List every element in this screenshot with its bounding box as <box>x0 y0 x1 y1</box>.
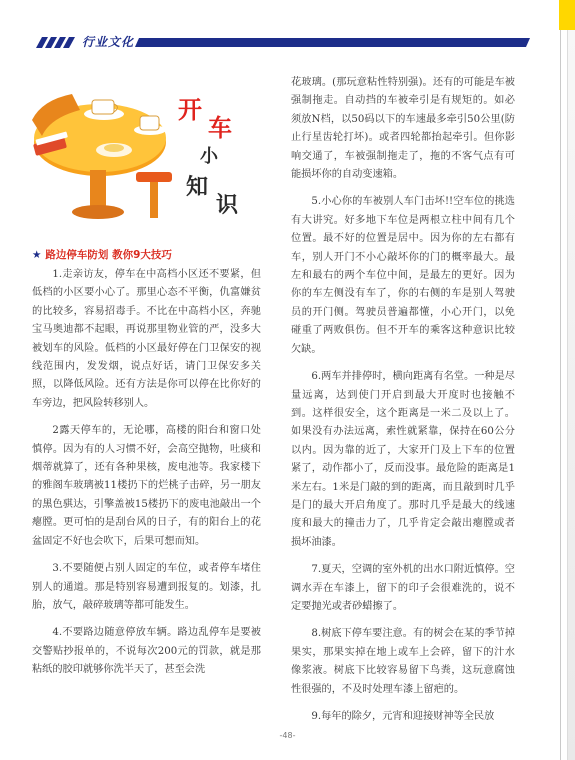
paragraph: 3.不要随便占别人固定的车位，或者停车堵住别人的通道。那是特别容易遭到报复的。划漆，扎胎，放气，敲碎玻璃等都可能发生。 <box>32 563 261 611</box>
title-char: 小 <box>200 146 218 167</box>
paragraph: 8.树底下停车要注意。有的树会在某的季节掉果实，那果实掉在地上或车上会碎，留下的汁水像浆液。树底下比较容易留下鸟粪，这玩意腐蚀性很强的，不及时处理车漆上留疤的。 <box>291 628 515 695</box>
paragraph: 7.夏天，空调的室外机的出水口附近慎停。空调水弄在车漆上，留下的印子会很难洗的，说不定要抛光或者砂蜡擦了。 <box>291 564 515 612</box>
title-char: 开 <box>178 96 202 124</box>
section-title: 行业文化 <box>82 35 135 49</box>
title-char: 知 <box>186 175 209 200</box>
right-column <box>291 74 515 735</box>
paragraph: 花玻璃。(那玩意粘性特别强)。还有的可能是车被强制拖走。自动挡的车被牵引是有规矩的。如必须放N档，以50码以下的车速最多牵引50公里(防止行星齿轮打坏)。或者四轮都抬起牵引。但你影响交通了，车被强制拖走了，拖的不客气点有可能损坏你的自动变速箱。 <box>291 77 515 181</box>
page-edge-strip <box>567 30 575 760</box>
title-char: 识 <box>216 193 239 218</box>
left-column <box>32 266 261 689</box>
title-char: 车 <box>208 114 232 142</box>
paragraph: 2露天停车的，无论哪，高楼的阳台和窗口处慎停。因为有的人习惯不好，会高空抛物，吐痰和烟蒂就算了，还有各种果核，废电池等。我家楼下的雅阁车玻璃被11楼扔下的烂桃子击碎，另一朋友的黑色骐达，引擎盖被15楼扔下的废电池敲出一个瘪膛。更可怕的是刮台风的日子，有的阳台上的花盆固定不好也会吹下，后果可想而知。 <box>32 425 261 547</box>
page-edge-line <box>560 0 561 760</box>
header-stripes-icon <box>32 37 78 48</box>
subtitle-text: 路边停车防划 教你9大技巧 <box>45 249 172 261</box>
star-icon: ★ <box>32 249 42 261</box>
paragraph: 1.走亲访友，停车在中高档小区还不要紧，但低档的小区要小心了。那里心态不平衡，仇富嫌贫的比较多，容易招毒手。不比在中高档小区，奔驰宝马奥迪都不起眼，再说那里物业管的严，没多大被划车的风险。低档的小区最好停在门卫保安的视线范围内，发发烟，说点好话，请门卫保安多关照，以降低风险。还有方法是你可以停在比你好的车旁边，把风险转移别人。 <box>32 269 261 409</box>
paragraph: 9.每年的除夕，元宵和迎接财神等全民放 <box>311 711 495 722</box>
feature-title <box>178 90 283 225</box>
paragraph: 5.小心你的车被别人车门击坏!!空车位的挑选有大讲究。好多地下车位是两根立柱中间有几个位置。最不好的位置是居中。因为你的左右都有车，别人开门不小心敲坏你的门的概率最大。最左和最右的两个车位中间，是最左的更好。因为你的车左侧没有车了，你的右侧的车是别人驾驶员的开门侧。驾驶员普遍都懂，小心开门，以免碰重了两败俱伤。但不开车的乘客这种意识比较欠缺。 <box>291 196 515 355</box>
header-bar <box>135 38 530 47</box>
article-subtitle <box>32 247 172 262</box>
paragraph: 6.两车并排停时，横向距离有名堂。一种是尽量远离，达到使门开启到最大开度时也接触不到。这样很安全，这个距离是一米二及以上了。如果没有办法远离，索性就紧靠，保持在60公分以内。因为靠的近了，大家开门及上下车的位置紧了，动作都小了，反而没事。最危险的距离是1米左右。1米是门敲的到的距离，而且敲到时几乎是门的最大开启角度了。那时几乎是最大的线速度和最大的撞击力了，几乎肯定会敲出瘪膛或者损坏油漆。 <box>291 371 515 548</box>
page-corner-tab <box>559 0 575 30</box>
cafe-table-illustration <box>28 80 178 230</box>
page-number: -48- <box>279 731 296 740</box>
paragraph: 4.不要路边随意停放车辆。路边乱停车是要被交警贴抄报单的，不说每次200元的罚款，就是那粘纸的胶印就够你洗半天了，甚至会洗 <box>32 627 261 676</box>
